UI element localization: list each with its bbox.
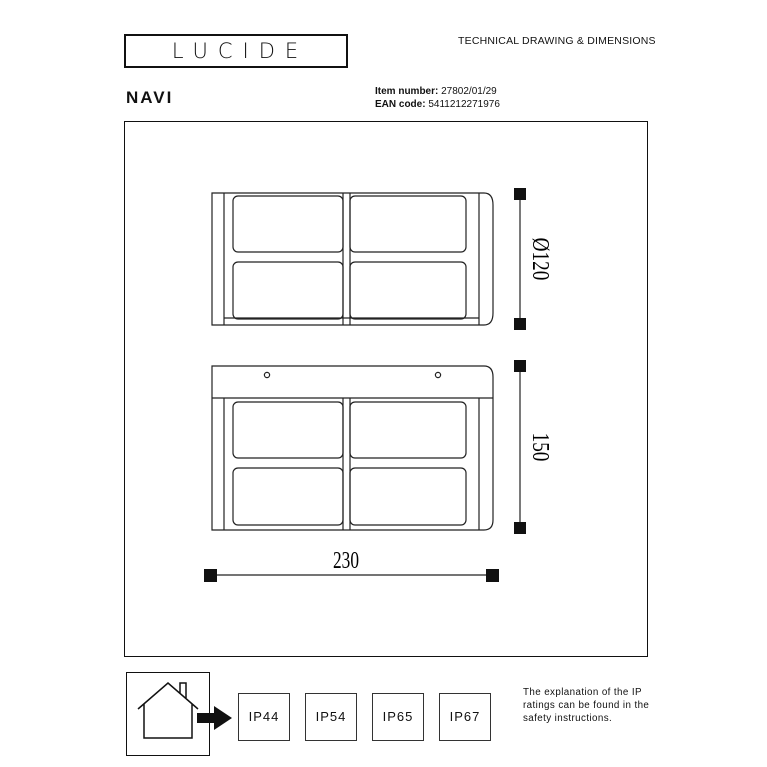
ip-rating-ip67: IP67 xyxy=(439,693,491,741)
front-view xyxy=(212,366,493,530)
item-number-value: 27802/01/29 xyxy=(441,86,497,97)
ip-rating-ip65: IP65 xyxy=(372,693,424,741)
ip-explanation-note: The explanation of the IP ratings can be found in the safety instructions. xyxy=(523,687,650,724)
width-dimension-label: 230 xyxy=(333,546,359,574)
item-number-label: Item number: xyxy=(375,86,439,97)
top-view xyxy=(212,193,493,325)
ip-rating-ip44: IP44 xyxy=(238,693,290,741)
product-name: NAVI xyxy=(126,88,174,107)
ip-rating-ip54: IP54 xyxy=(305,693,357,741)
document-title: TECHNICAL DRAWING & DIMENSIONS xyxy=(458,35,656,47)
diameter-dimension-label: Ø120 xyxy=(527,237,554,281)
brand-logo: LUCIDE xyxy=(171,39,309,63)
ip-icon-box xyxy=(126,672,210,756)
height-dimension-label: 150 xyxy=(527,432,554,462)
ean-code-label: EAN code: xyxy=(375,99,426,110)
ean-code-value: 5411212271976 xyxy=(428,99,500,110)
